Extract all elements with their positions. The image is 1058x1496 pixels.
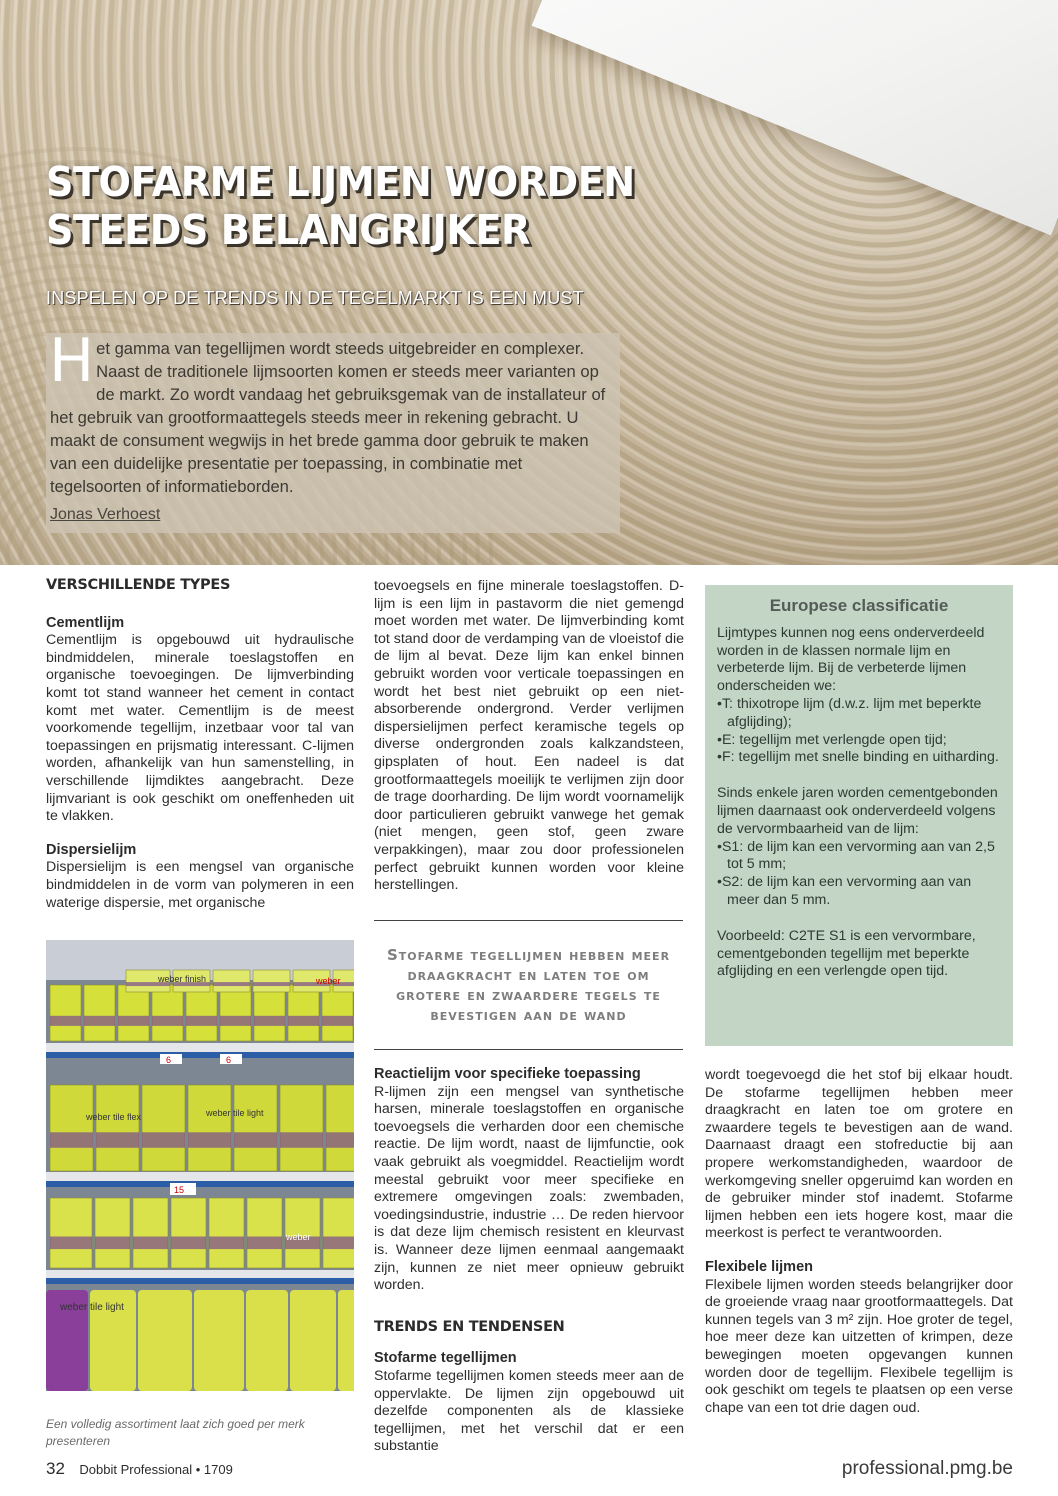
store-shelf-photo [46, 940, 354, 1391]
product-label: weber tile light [60, 1302, 124, 1313]
intro-paragraph [49, 326, 614, 498]
product-label: weber [286, 1232, 311, 1242]
footer-left [46, 1459, 233, 1479]
dispersielijm-text: Dispersielijm is een mengsel van organische bindmiddelen in de vorm van polymeren in een waterige dispersie, met organische [46, 859, 354, 911]
pull-quote-text: Stofarme tegellijmen hebben meer draagkracht en laten toe om grotere en zwaardere tegels te bevestigen aan de wand [386, 946, 671, 1024]
info-bullet: •F: tegellijm met snelle binding en uitharding. [717, 749, 999, 766]
page-subtitle: INSPELEN OP DE TRENDS IN DE TEGELMARKT IS EEN MUST [46, 288, 584, 308]
brand-label: weber [316, 976, 341, 986]
reactielijm-text: R-lijmen zijn een mengsel van synthetische harsen, minerale toeslagstoffen en organische toevoegsels die verharden door een chemische reactie. De lijm wordt, naast de lijmfunctie, ook vaak gebruikt als voegmiddel. Reactielijm wordt meestal gebruikt voor meer specifieke en extremere omgevingen zoals: zwembaden, voedingsindustrie, industrie … De reden hiervoor is dat deze lijm chemisch resistent en kleurvast is. Wanneer deze lijmen eenmaal aangemaakt zijn, kunnen ze niet meer opnieuw gebruikt worden. [374, 1083, 684, 1294]
info-bullet: •E: tegellijm met verlengde open tijd; [717, 731, 947, 748]
column-2-top [374, 578, 684, 895]
dispersielijm-heading: Dispersielijm [46, 841, 137, 858]
info-box-title: Europese classificatie [769, 596, 949, 615]
product-label: weber tile light [206, 1108, 264, 1118]
shelf-illustration [46, 940, 354, 1391]
dropcap: H [49, 326, 95, 396]
cementlijm-heading: Cementlijm [46, 614, 125, 631]
info-bullet: •T: thixotrope lijm (d.w.z. lijm met beperkte afglijding); [717, 695, 982, 730]
stofarme-heading: Stofarme tegellijmen [374, 1350, 517, 1367]
stofarme-continuation: wordt toegevoegd die het stof bij elkaar houdt. De stofarme tegellijmen hebben meer draagkracht en laten toe om grotere en zwaardere tegels te bevestigen aan de wand. Daarnaast draagt een stofreductie bij aan propere werkomstandigheden, waardoor de werkomgeving sneller opgeruimd kan worden en de gebruiker minder stof inademt. Stofarme lijmen hebben een iets hogere kost, maar die meerkost is perfect te verantwoorden. [705, 1067, 1013, 1242]
info-bullet: •S2: de lijm kan een vervorming aan van meer dan 5 mm. [717, 874, 972, 908]
column-2-bottom [374, 1066, 684, 1456]
page-title: STOFARME LIJMEN WORDEN STEEDS BELANGRIJKER [46, 158, 635, 254]
section-heading-types: VERSCHILLENDE TYPES [46, 577, 231, 593]
product-label: weber finish [158, 974, 207, 984]
info-box-example: Voorbeeld: C2TE S1 is een vervormbare, cementgebonden tegellijm met beperkte afglijding en een verlengde open tijd. [717, 927, 976, 980]
reactielijm-heading: Reactielijm voor specifieke toepassing [374, 1066, 641, 1082]
column-1 [46, 577, 354, 912]
info-box-classification [705, 585, 1013, 1046]
section-heading-trends: TRENDS EN TENDENSEN [374, 1318, 565, 1335]
info-box-para2: Sinds enkele jaren worden cementgebonden lijmen daarnaast ook onderverdeeld volgens de vervormbaarheid van de lijm: [717, 785, 998, 837]
page-number: 32 [46, 1459, 65, 1478]
stofarme-text: Stofarme tegellijmen komen steeds meer aan de oppervlakte. De lijmen zijn opgebouwd uit dezelfde componenten als de klassieke tegellijmen, met het verschil dat er een substantie [374, 1367, 684, 1455]
intro-text: et gamma van tegellijmen wordt steeds uitgebreider en complexer. Naast de traditionele lijmsoorten komen er steeds meer varianten op de markt. Zo wordt vandaag het gebruiksgemak van de installateur of het gebruik van grootformaattegels steeds meer in rekening gebracht. U maakt de consument wegwijs in het brede gamma door gebruik te maken van een duidelijke presentatie per toepassing, in combinatie met tegelsoorten of informatieborden. [50, 339, 606, 496]
column-3 [705, 1067, 1013, 1417]
publication-name: Dobbit Professional • 1709 [79, 1462, 233, 1477]
dispersielijm-continuation: toevoegsels en fijne minerale toeslagstoffen. D-lijm is een lijm in pastavorm die niet gemengd moet worden met water. De lijmverbinding komt tot stand door de verdamping van de vloeistof die de lijm al bevat. Deze lijm kan enkel binnen gebruikt worden voor verticale toepassingen en wordt het best niet gebruikt op een niet-absorberende ondergrond. Verder verlijmen dispersielijmen perfect keramische tegels op diverse ondergronden zoals kalkzandsteen, gipsplaten of hout. Een nadeel is dat grootformaattegels moeilijk te verlijmen zijn door de trage doorharding. De lijm wordt voornamelijk door particulieren gebruikt vanwege het gemak (niet mengen, geen stof, geen zware verpakkingen), maar zou door professionelen perfect gebruikt kunnen worden voor kleine herstellingen. [374, 578, 684, 894]
photo-caption: Een volledig assortiment laat zich goed per merk presenteren [46, 1417, 305, 1448]
price-tag: 15 [174, 1185, 185, 1195]
price-tag: 6 [166, 1055, 172, 1065]
flexibele-heading: Flexibele lijmen [705, 1258, 813, 1275]
cementlijm-text: Cementlijm is opgebouwd uit hydraulische bindmiddelen, minerale toeslagstoffen en organische toevoegingen. De lijmverbinding komt tot stand wanneer het cement in contact komt met water. Cementlijm is de meest voorkomende tegellijm, inzetbaar voor tal van toepassingen en prijsmatig interessant. C-lijmen worden, afhankelijk van hun samenstelling, in verschillende lijmdiktes aangebracht. Deze lijmvariant is ook geschikt om oneffenheden uit te vlakken. [46, 632, 354, 825]
website-link[interactable]: professional.pmg.be [841, 1458, 1013, 1479]
intro-box [46, 326, 620, 533]
product-label: weber tile flex [86, 1112, 142, 1122]
info-box-intro: Lijmtypes kunnen nog eens onderverdeeld worden in de klassen normale lijm en verbeterde lijm. Bij de verbeterde lijmen onderscheiden we: [717, 624, 985, 695]
pull-quote [374, 920, 683, 1050]
info-bullet: •S1: de lijm kan een vervorming aan van 2,5 tot 5 mm; [717, 838, 995, 873]
author-link[interactable]: Jonas Verhoest [50, 506, 161, 523]
flexibele-text: Flexibele lijmen worden steeds belangrijker door de groeiende vraag naar grootformaattegels. Dat kunnen tegels van 3 m² zijn. Hoe groter de tegel, hoe meer deze kan uitzetten of krimpen, deze bewegingen moeten opgevangen kunnen worden door de tegellijm. Flexibele tegellijm is ook geschikt om tegels te plaatsen op een verse chape van een tot drie dagen oud. [705, 1276, 1013, 1416]
price-tag: 6 [226, 1055, 232, 1065]
